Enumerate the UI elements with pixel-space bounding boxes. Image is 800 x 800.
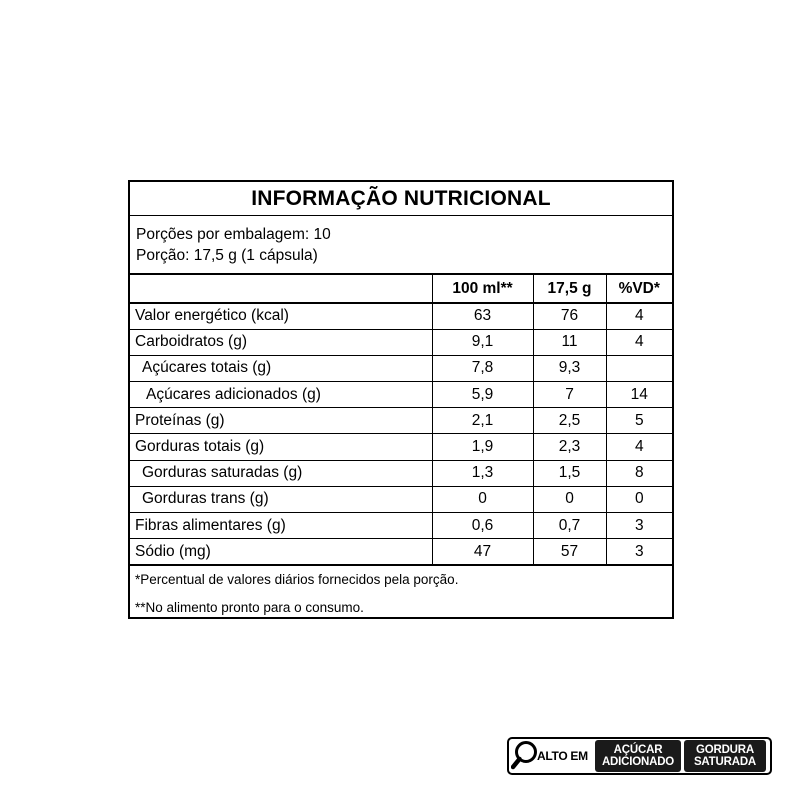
nutrient-name: Sódio (mg): [130, 539, 432, 565]
nutrient-name: Carboidratos (g): [130, 329, 432, 355]
warning-gordura-saturada: [684, 740, 766, 772]
value-portion: 2,3: [533, 434, 606, 460]
value-portion: 1,5: [533, 460, 606, 486]
nutrient-name: Gorduras saturadas (g): [130, 460, 432, 486]
value-vd: 3: [606, 513, 672, 539]
value-100ml: 1,3: [432, 460, 533, 486]
value-100ml: 7,8: [432, 355, 533, 381]
magnifier-icon: [511, 739, 537, 773]
table-row: [130, 539, 672, 565]
value-portion: 11: [533, 329, 606, 355]
value-100ml: 2,1: [432, 408, 533, 434]
value-100ml: 63: [432, 303, 533, 329]
front-warning-label: [507, 737, 772, 775]
table-row: [130, 329, 672, 355]
value-vd: 5: [606, 408, 672, 434]
header-100ml: 100 ml**: [432, 275, 533, 303]
header-row: [130, 275, 672, 303]
table-row: [130, 303, 672, 329]
value-portion: 2,5: [533, 408, 606, 434]
warning-line: ADICIONADO: [601, 756, 675, 768]
table-row: [130, 434, 672, 460]
value-portion: 76: [533, 303, 606, 329]
value-vd: 3: [606, 539, 672, 565]
value-100ml: 47: [432, 539, 533, 565]
value-100ml: 5,9: [432, 382, 533, 408]
table-row: [130, 408, 672, 434]
footnote-100ml: **No alimento pronto para o consumo.: [135, 600, 364, 616]
nutrient-name: Proteínas (g): [130, 408, 432, 434]
nutrient-name: Gorduras totais (g): [130, 434, 432, 460]
value-100ml: 1,9: [432, 434, 533, 460]
nutrient-grid: [130, 275, 672, 566]
table-row: [130, 486, 672, 512]
value-portion: 57: [533, 539, 606, 565]
value-vd: 14: [606, 382, 672, 408]
value-100ml: 0: [432, 486, 533, 512]
header-portion: 17,5 g: [533, 275, 606, 303]
value-vd: 4: [606, 303, 672, 329]
header-vd: %VD*: [606, 275, 672, 303]
table-row: [130, 382, 672, 408]
nutrient-name: Valor energético (kcal): [130, 303, 432, 329]
warning-line: AÇÚCAR: [613, 744, 663, 756]
value-portion: 9,3: [533, 355, 606, 381]
value-portion: 0: [533, 486, 606, 512]
table-title: INFORMAÇÃO NUTRICIONAL: [130, 182, 672, 216]
value-vd: 0: [606, 486, 672, 512]
alto-em-label: ALTO EM: [537, 749, 588, 763]
servings-per-package: Porções por embalagem: 10: [136, 226, 331, 243]
warning-line: SATURADA: [693, 756, 757, 768]
header-blank: [130, 275, 432, 303]
nutrient-name: Fibras alimentares (g): [130, 513, 432, 539]
value-portion: 7: [533, 382, 606, 408]
value-vd: 4: [606, 329, 672, 355]
footnote-vd: *Percentual de valores diários fornecidos pela porção.: [135, 572, 459, 588]
servings-info: [130, 216, 672, 275]
warning-line: GORDURA: [695, 744, 754, 756]
value-vd: [606, 355, 672, 381]
nutrient-name: Açúcares totais (g): [130, 355, 432, 381]
portion-size: Porção: 17,5 g (1 cápsula): [136, 247, 318, 264]
value-portion: 0,7: [533, 513, 606, 539]
nutrient-name: Açúcares adicionados (g): [130, 382, 432, 408]
value-vd: 8: [606, 460, 672, 486]
nutrition-table: [128, 180, 674, 619]
value-vd: 4: [606, 434, 672, 460]
table-row: [130, 355, 672, 381]
warning-acucar-adicionado: [595, 740, 681, 772]
nutrient-name: Gorduras trans (g): [130, 486, 432, 512]
table-row: [130, 460, 672, 486]
table-row: [130, 513, 672, 539]
value-100ml: 0,6: [432, 513, 533, 539]
value-100ml: 9,1: [432, 329, 533, 355]
